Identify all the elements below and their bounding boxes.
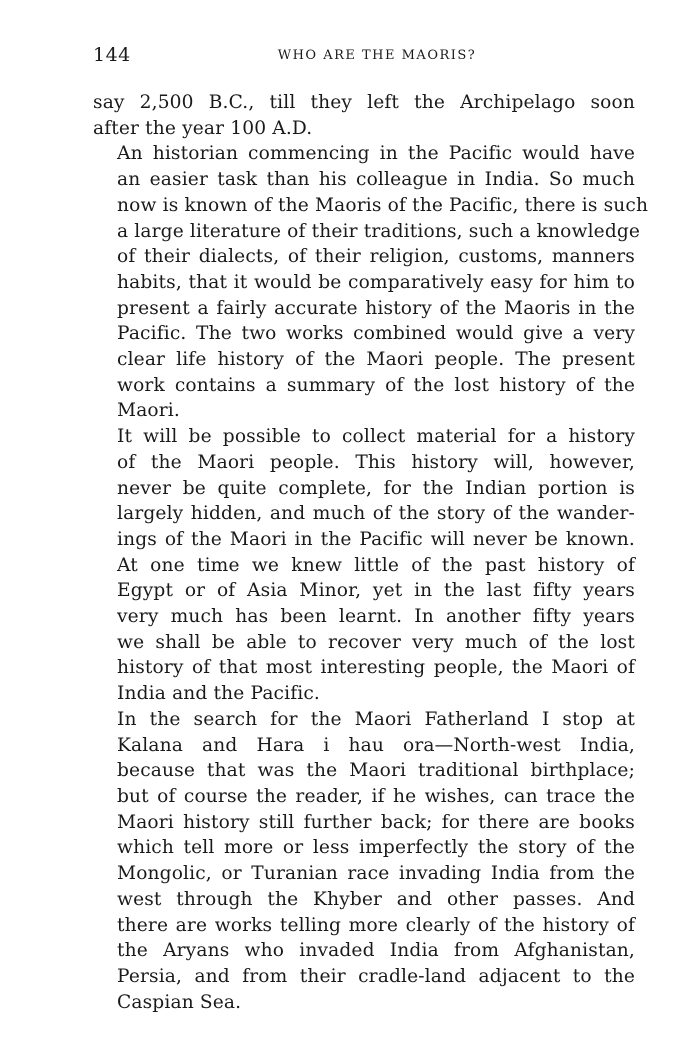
text-line: the Aryans who invaded India from Afghanistan, — [117, 940, 635, 962]
text-line: now is known of the Maoris of the Pacific, there is such — [117, 194, 649, 216]
text-line: In the search for the Maori Fatherland I stop at — [117, 708, 635, 730]
text-line: habits, that it would be comparatively easy for him to — [117, 271, 635, 293]
text-line: Mongolic, or Turanian race invading India from the — [117, 863, 635, 885]
paragraph — [93, 707, 635, 1015]
text-line: At one time we knew little of the past history of — [117, 554, 635, 576]
paragraph — [93, 141, 649, 424]
text-line: because that was the Maori traditional birthplace; — [117, 760, 635, 782]
text-line: never be quite complete, for the Indian portion is — [117, 477, 635, 499]
running-head: WHO ARE THE MAORIS? — [277, 48, 477, 63]
text-line: which tell more or less imperfectly the story of the — [117, 837, 635, 859]
text-line: It will be possible to collect material for a history — [117, 426, 635, 448]
text-line: largely hidden, and much of the story of the wander- — [117, 503, 635, 525]
text-line: history of that most interesting people, the Maori of — [117, 657, 635, 679]
page-header — [93, 44, 635, 74]
text-line: present a fairly accurate history of the Maoris in the — [117, 297, 635, 319]
page-number: 144 — [93, 44, 131, 66]
paragraph — [93, 90, 635, 141]
book-page — [93, 44, 649, 1015]
text-line: Maori. — [117, 400, 180, 422]
text-line: of the Maori people. This history will, however, — [117, 451, 635, 473]
text-line: clear life history of the Maori people. The present — [117, 349, 635, 371]
text-line: ings of the Maori in the Pacific will never be known. — [117, 528, 635, 550]
text-line: Egypt or of Asia Minor, yet in the last fifty years — [117, 580, 635, 602]
text-line: after the year 100 A.D. — [93, 117, 313, 139]
body-text — [93, 90, 649, 1015]
text-line: say 2,500 B.C., till they left the Archipelago soon — [93, 92, 635, 113]
text-line: we shall be able to recover very much of the lost — [117, 631, 635, 653]
text-line: Maori history still further back; for there are books — [117, 811, 635, 833]
text-line: very much has been learnt. In another fifty years — [117, 606, 635, 628]
text-line: but of course the reader, if he wishes, can trace the — [117, 785, 635, 807]
text-line: there are works telling more clearly of the history of — [117, 914, 635, 936]
text-line: Pacific. The two works combined would give a very — [117, 323, 635, 345]
text-line: Persia, and from their cradle-land adjacent to the — [117, 965, 635, 987]
text-line: of their dialects, of their religion, customs, manners — [117, 246, 635, 268]
text-line: work contains a summary of the lost history of the — [117, 374, 635, 396]
text-line: Caspian Sea. — [117, 991, 242, 1013]
text-line: west through the Khyber and other passes. And — [117, 888, 635, 910]
paragraph — [93, 424, 635, 707]
text-line: a large literature of their traditions, such a knowledge — [117, 220, 641, 242]
text-line: India and the Pacific. — [117, 683, 320, 705]
text-line: An historian commencing in the Pacific would have — [117, 143, 635, 165]
text-line: an easier task than his colleague in India. So much — [117, 169, 635, 191]
text-line: Kalana and Hara i hau ora—North-west India, — [117, 734, 635, 756]
